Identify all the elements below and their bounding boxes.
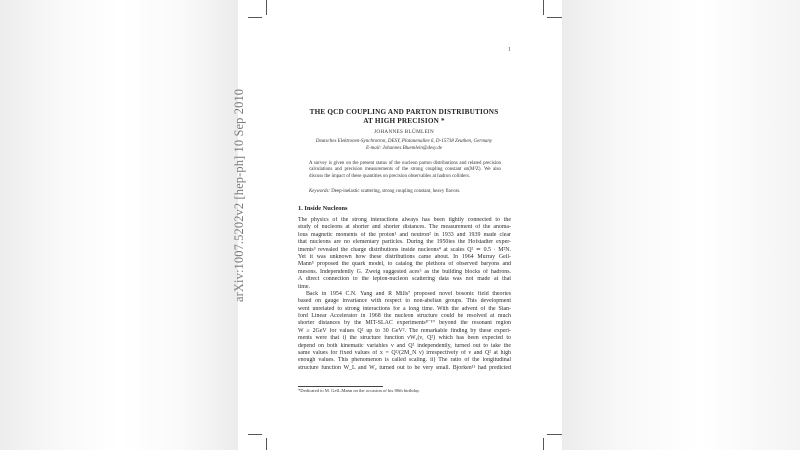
body-text — [298, 217, 511, 372]
crop-mark-top-right-h — [547, 17, 562, 18]
title-line: THE QCD COUPLING AND PARTON DISTRIBUTIONS — [309, 108, 499, 116]
body-line: shorter distances by the MIT-SLAC experiments⁸⁻¹⁰ beyond the resonant region — [298, 320, 511, 327]
keywords-label: Keywords: — [309, 189, 331, 194]
body-line: Back in 1954 C.N. Yang and R Mills⁷ proposed novel bosonic field theories — [306, 290, 511, 297]
body-line: structure function W_L and W₂ turned out to be very small. Bjorken¹¹ had predicted — [298, 364, 511, 371]
paper-title — [298, 108, 510, 125]
body-line: same values for fixed values of x = Q²/(2M_N ν) irrespectively of ν and Q² at high — [298, 350, 511, 357]
body-line: iments³ revealed the charge distributions inside nucleons⁴ at scales Q² ≃ 0.5 · M²N. — [298, 246, 511, 253]
email-line: E-mail: Johannes.Bluemlein@desy.de — [365, 145, 443, 151]
title-line: AT HIGH PRECISION * — [363, 116, 445, 125]
body-line: went unrelated to strong interactions for a long time. With the advent of the Stan- — [298, 305, 511, 312]
keywords — [309, 189, 501, 194]
crop-mark-top-left-h — [248, 17, 262, 18]
body-line: lous magnetic moments of the proton¹ and neutron² in 1933 and 1939 made clear — [298, 231, 511, 238]
crop-mark-bottom-left-v — [266, 438, 267, 450]
keywords-text: Deep-inelastic scattering, strong coupling constant, heavy flavors. — [331, 189, 461, 194]
body-line: mesons. Independently G. Zweig suggested aces⁶ as the building blocks of hadrons. — [298, 268, 511, 275]
section-heading: 1. Inside Nucleons — [298, 205, 348, 212]
footnote-rule — [298, 386, 383, 387]
crop-mark-bottom-left-h — [248, 434, 262, 435]
arxiv-stamp: arXiv:1007.5202v2 [hep-ph] 10 Sep 2010 — [232, 88, 246, 302]
body-line: W ≥ 2GeV for values Q² up to 30 GeV². The remarkable finding by these experi- — [298, 327, 511, 334]
body-line: The physics of the strong interactions always has been tightly connected to the — [298, 217, 511, 223]
body-line: time. — [298, 283, 310, 290]
body-line: Yet it was unknown how these distributions came about. In 1964 Murray Gell- — [298, 253, 511, 260]
crop-mark-top-right-v — [543, 0, 544, 15]
body-line: A direct connection to the lepton-nucleon scattering data was not made at that — [298, 276, 511, 283]
affiliation-line: Deutsches Elektronen-Synchrotron, DESY, Platanenallee 6, D-15738 Zeuthen, Germany — [315, 139, 493, 144]
author-name: JOHANNES BLÜMLEIN — [374, 129, 434, 135]
crop-mark-top-left-v — [266, 0, 267, 15]
crop-mark-bottom-right-h — [547, 434, 562, 435]
crop-mark-bottom-right-v — [543, 438, 544, 450]
body-line: that nucleons are no elementary particles. During the 1950ies the Hofstadter exper- — [298, 239, 511, 246]
page-number: 1 — [508, 47, 511, 53]
body-line: depend on both kinematic variables ν and Q² independently, turned out to take the — [298, 342, 511, 349]
abstract: A survey is given on the present status of the nucleon parton distributions and related precision calculations and precision measurements of the strong coupling constant αs(M²Z). We also discuss the impact of these quantities on precision observables at hadron colliders. — [309, 161, 501, 179]
body-line: study of nucleons at shorter and shorter distances. The measurement of the anoma- — [298, 224, 511, 231]
body-line: based on gauge invariance with respect to non-abelian groups. This development — [298, 298, 511, 305]
affiliation — [298, 139, 510, 152]
body-line: ments were that i) the structure function νW₂(ν, Q²) which has been expected to — [298, 335, 511, 342]
body-line: Mann⁵ proposed the quark model, to catalog the plethora of observed baryons and — [298, 261, 511, 268]
footnote: *Dedicated to M. Gell–Mann on the occasion of his 80th birthday. — [298, 388, 420, 393]
body-line: ford Linear Accelerator in 1968 the nucleon structure could be resolved at much — [298, 313, 511, 320]
body-line: enough values. This phenomenon is called scaling. ii) The ratio of the longitudinal — [298, 357, 511, 364]
